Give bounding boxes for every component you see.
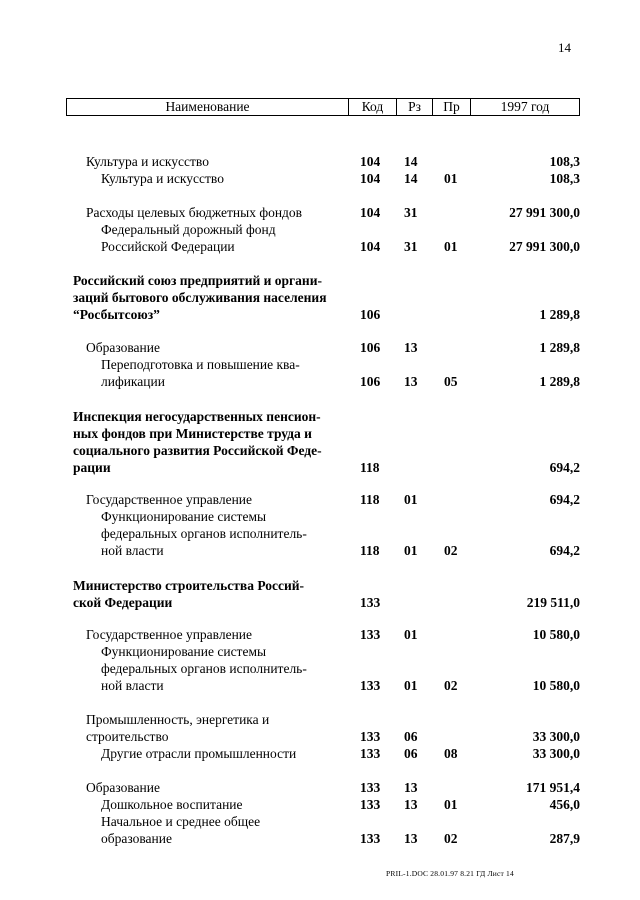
row-value: 694,2 bbox=[549, 460, 580, 475]
row-name: Переподготовка и повышение ква- лификации bbox=[101, 357, 300, 389]
row-name: Государственное управление bbox=[86, 627, 253, 642]
row-name: Федеральный дорожный фонд Российской Федерации bbox=[101, 222, 276, 254]
row-value: 219 511,0 bbox=[526, 595, 580, 610]
row-name: Функционирование системы федеральных органов исполнитель- ной власти bbox=[101, 644, 307, 693]
row-value: 287,9 bbox=[549, 831, 580, 846]
row-rz: 01 bbox=[404, 543, 418, 558]
table-header bbox=[66, 98, 580, 116]
row-rz: 13 bbox=[404, 780, 418, 795]
row-kod: 133 bbox=[360, 678, 381, 693]
row-kod: 104 bbox=[360, 205, 381, 220]
row-kod: 133 bbox=[360, 831, 381, 846]
row-value: 27 991 300,0 bbox=[509, 239, 580, 254]
row-kod: 104 bbox=[360, 239, 381, 254]
row-rz: 06 bbox=[404, 729, 418, 744]
row-rz: 01 bbox=[404, 678, 418, 693]
row-value: 10 580,0 bbox=[532, 627, 580, 642]
row-value: 694,2 bbox=[549, 543, 580, 558]
row-value: 108,3 bbox=[549, 154, 580, 169]
row-value: 27 991 300,0 bbox=[509, 205, 580, 220]
row-pr: 01 bbox=[444, 239, 458, 254]
row-kod: 133 bbox=[360, 746, 381, 761]
row-rz: 31 bbox=[404, 205, 418, 220]
row-pr: 01 bbox=[444, 797, 458, 812]
row-kod: 106 bbox=[360, 307, 381, 322]
row-value: 456,0 bbox=[549, 797, 580, 812]
row-kod: 118 bbox=[360, 492, 380, 507]
row-value: 10 580,0 bbox=[532, 678, 580, 693]
row-kod: 133 bbox=[360, 780, 381, 795]
row-kod: 133 bbox=[360, 729, 381, 744]
row-name: Промышленность, энергетика и строительство bbox=[86, 712, 270, 744]
row-name: Другие отрасли промышленности bbox=[101, 746, 297, 761]
row-name: Начальное и среднее общее образование bbox=[101, 814, 261, 846]
page-number: 14 bbox=[558, 40, 571, 55]
row-name: Инспекция негосударственных пенсион- ных фондов при Министерстве труда и социального развития Российской Феде- рации bbox=[73, 409, 322, 475]
row-name: Министерство строительства Россий- ской Федерации bbox=[73, 578, 305, 610]
row-rz: 01 bbox=[404, 492, 418, 507]
row-rz: 01 bbox=[404, 627, 418, 642]
row-name: Дошкольное воспитание bbox=[101, 797, 243, 812]
row-kod: 118 bbox=[360, 460, 380, 475]
row-value: 108,3 bbox=[549, 171, 580, 186]
row-value: 1 289,8 bbox=[539, 340, 580, 355]
row-value: 33 300,0 bbox=[532, 729, 580, 744]
row-kod: 133 bbox=[360, 627, 381, 642]
row-name: Расходы целевых бюджетных фондов bbox=[86, 205, 303, 220]
row-rz: 14 bbox=[404, 171, 418, 186]
row-pr: 02 bbox=[444, 831, 458, 846]
row-pr: 05 bbox=[444, 374, 458, 389]
row-rz: 13 bbox=[404, 831, 418, 846]
row-rz: 13 bbox=[404, 374, 418, 389]
row-pr: 01 bbox=[444, 171, 458, 186]
row-value: 33 300,0 bbox=[532, 746, 580, 761]
row-kod: 106 bbox=[360, 340, 381, 355]
row-name: Культура и искусство bbox=[86, 154, 209, 169]
footer-stamp: PRIL-1.DOC 28.01.97 8.21 ГД Лист 14 bbox=[386, 869, 514, 878]
row-value: 694,2 bbox=[549, 492, 580, 507]
header-rz: Рз bbox=[397, 99, 433, 115]
row-name: Культура и искусство bbox=[101, 171, 224, 186]
row-name: Российский союз предприятий и органи- заций бытового обслуживания населения “Росбытсоюз” bbox=[73, 273, 327, 322]
row-value: 1 289,8 bbox=[539, 307, 580, 322]
header-kod: Код bbox=[349, 99, 397, 115]
header-year: 1997 год bbox=[500, 99, 550, 114]
row-kod: 104 bbox=[360, 154, 381, 169]
row-rz: 31 bbox=[404, 239, 418, 254]
row-kod: 118 bbox=[360, 543, 380, 558]
row-pr: 08 bbox=[444, 746, 458, 761]
row-kod: 133 bbox=[360, 797, 381, 812]
row-name: Образование bbox=[86, 340, 160, 355]
row-rz: 13 bbox=[404, 797, 418, 812]
header-name: Наименование bbox=[67, 99, 349, 115]
row-name: Государственное управление bbox=[86, 492, 253, 507]
row-value: 1 289,8 bbox=[539, 374, 580, 389]
header-pr: Пр bbox=[433, 99, 471, 115]
row-rz: 06 bbox=[404, 746, 418, 761]
row-rz: 14 bbox=[404, 154, 418, 169]
row-kod: 133 bbox=[360, 595, 381, 610]
row-name: Образование bbox=[86, 780, 160, 795]
row-kod: 104 bbox=[360, 171, 381, 186]
row-kod: 106 bbox=[360, 374, 381, 389]
row-value: 171 951,4 bbox=[526, 780, 580, 795]
row-rz: 13 bbox=[404, 340, 418, 355]
row-pr: 02 bbox=[444, 543, 458, 558]
row-name: Функционирование системы федеральных органов исполнитель- ной власти bbox=[101, 509, 307, 558]
row-pr: 02 bbox=[444, 678, 458, 693]
